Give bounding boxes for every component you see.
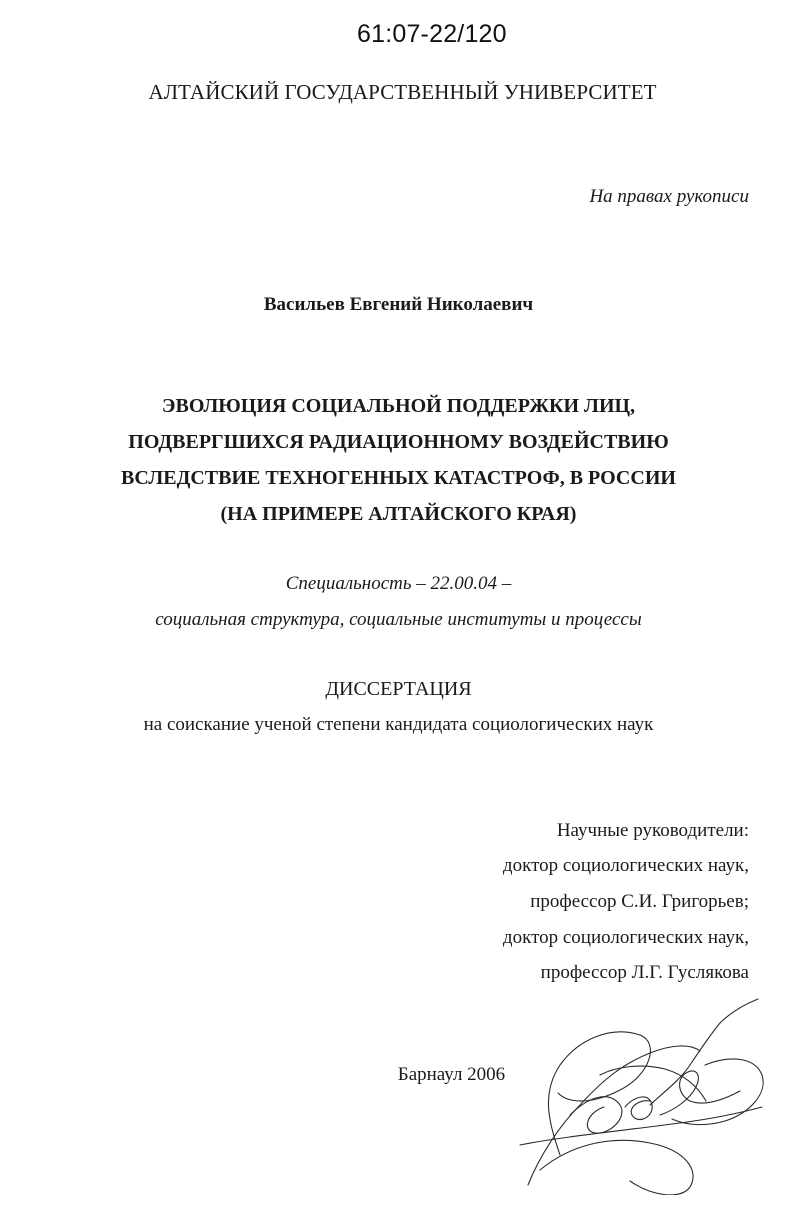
university-name: АЛТАЙСКИЙ ГОСУДАРСТВЕННЫЙ УНИВЕРСИТЕТ bbox=[148, 80, 657, 104]
author-name: Васильев Евгений Николаевич bbox=[263, 294, 534, 315]
specialty-description: социальная структура, социальные институты и процессы bbox=[155, 609, 642, 630]
title-line-1: ЭВОЛЮЦИЯ СОЦИАЛЬНОЙ ПОДДЕРЖКИ ЛИЦ, bbox=[161, 395, 636, 417]
work-type: ДИССЕРТАЦИЯ bbox=[325, 678, 472, 700]
supervisor-1-name: профессор С.И. Григорьев; bbox=[530, 891, 749, 912]
city-year: Барнаул 2006 bbox=[397, 1064, 506, 1085]
supervisor-1-degree: доктор социологических наук, bbox=[502, 855, 749, 876]
supervisor-2-name: профессор Л.Г. Гуслякова bbox=[540, 962, 749, 983]
signature bbox=[500, 995, 770, 1195]
title-line-3: ВСЛЕДСТВИЕ ТЕХНОГЕННЫХ КАТАСТРОФ, В РОССИИ bbox=[121, 467, 676, 489]
registry-code: 61:07-22/120 bbox=[357, 20, 507, 48]
supervisors-heading: Научные руководители: bbox=[556, 820, 749, 841]
specialty-code: Специальность – 22.00.04 – bbox=[285, 573, 512, 594]
manuscript-note: На правах рукописи bbox=[589, 186, 749, 207]
supervisor-2-degree: доктор социологических наук, bbox=[502, 927, 749, 948]
title-line-2: ПОДВЕРГШИХСЯ РАДИАЦИОННОМУ ВОЗДЕЙСТВИЮ bbox=[128, 431, 669, 453]
degree-line: на соискание ученой степени кандидата социологических наук bbox=[143, 714, 654, 735]
title-line-4: (НА ПРИМЕРЕ АЛТАЙСКОГО КРАЯ) bbox=[220, 503, 577, 525]
